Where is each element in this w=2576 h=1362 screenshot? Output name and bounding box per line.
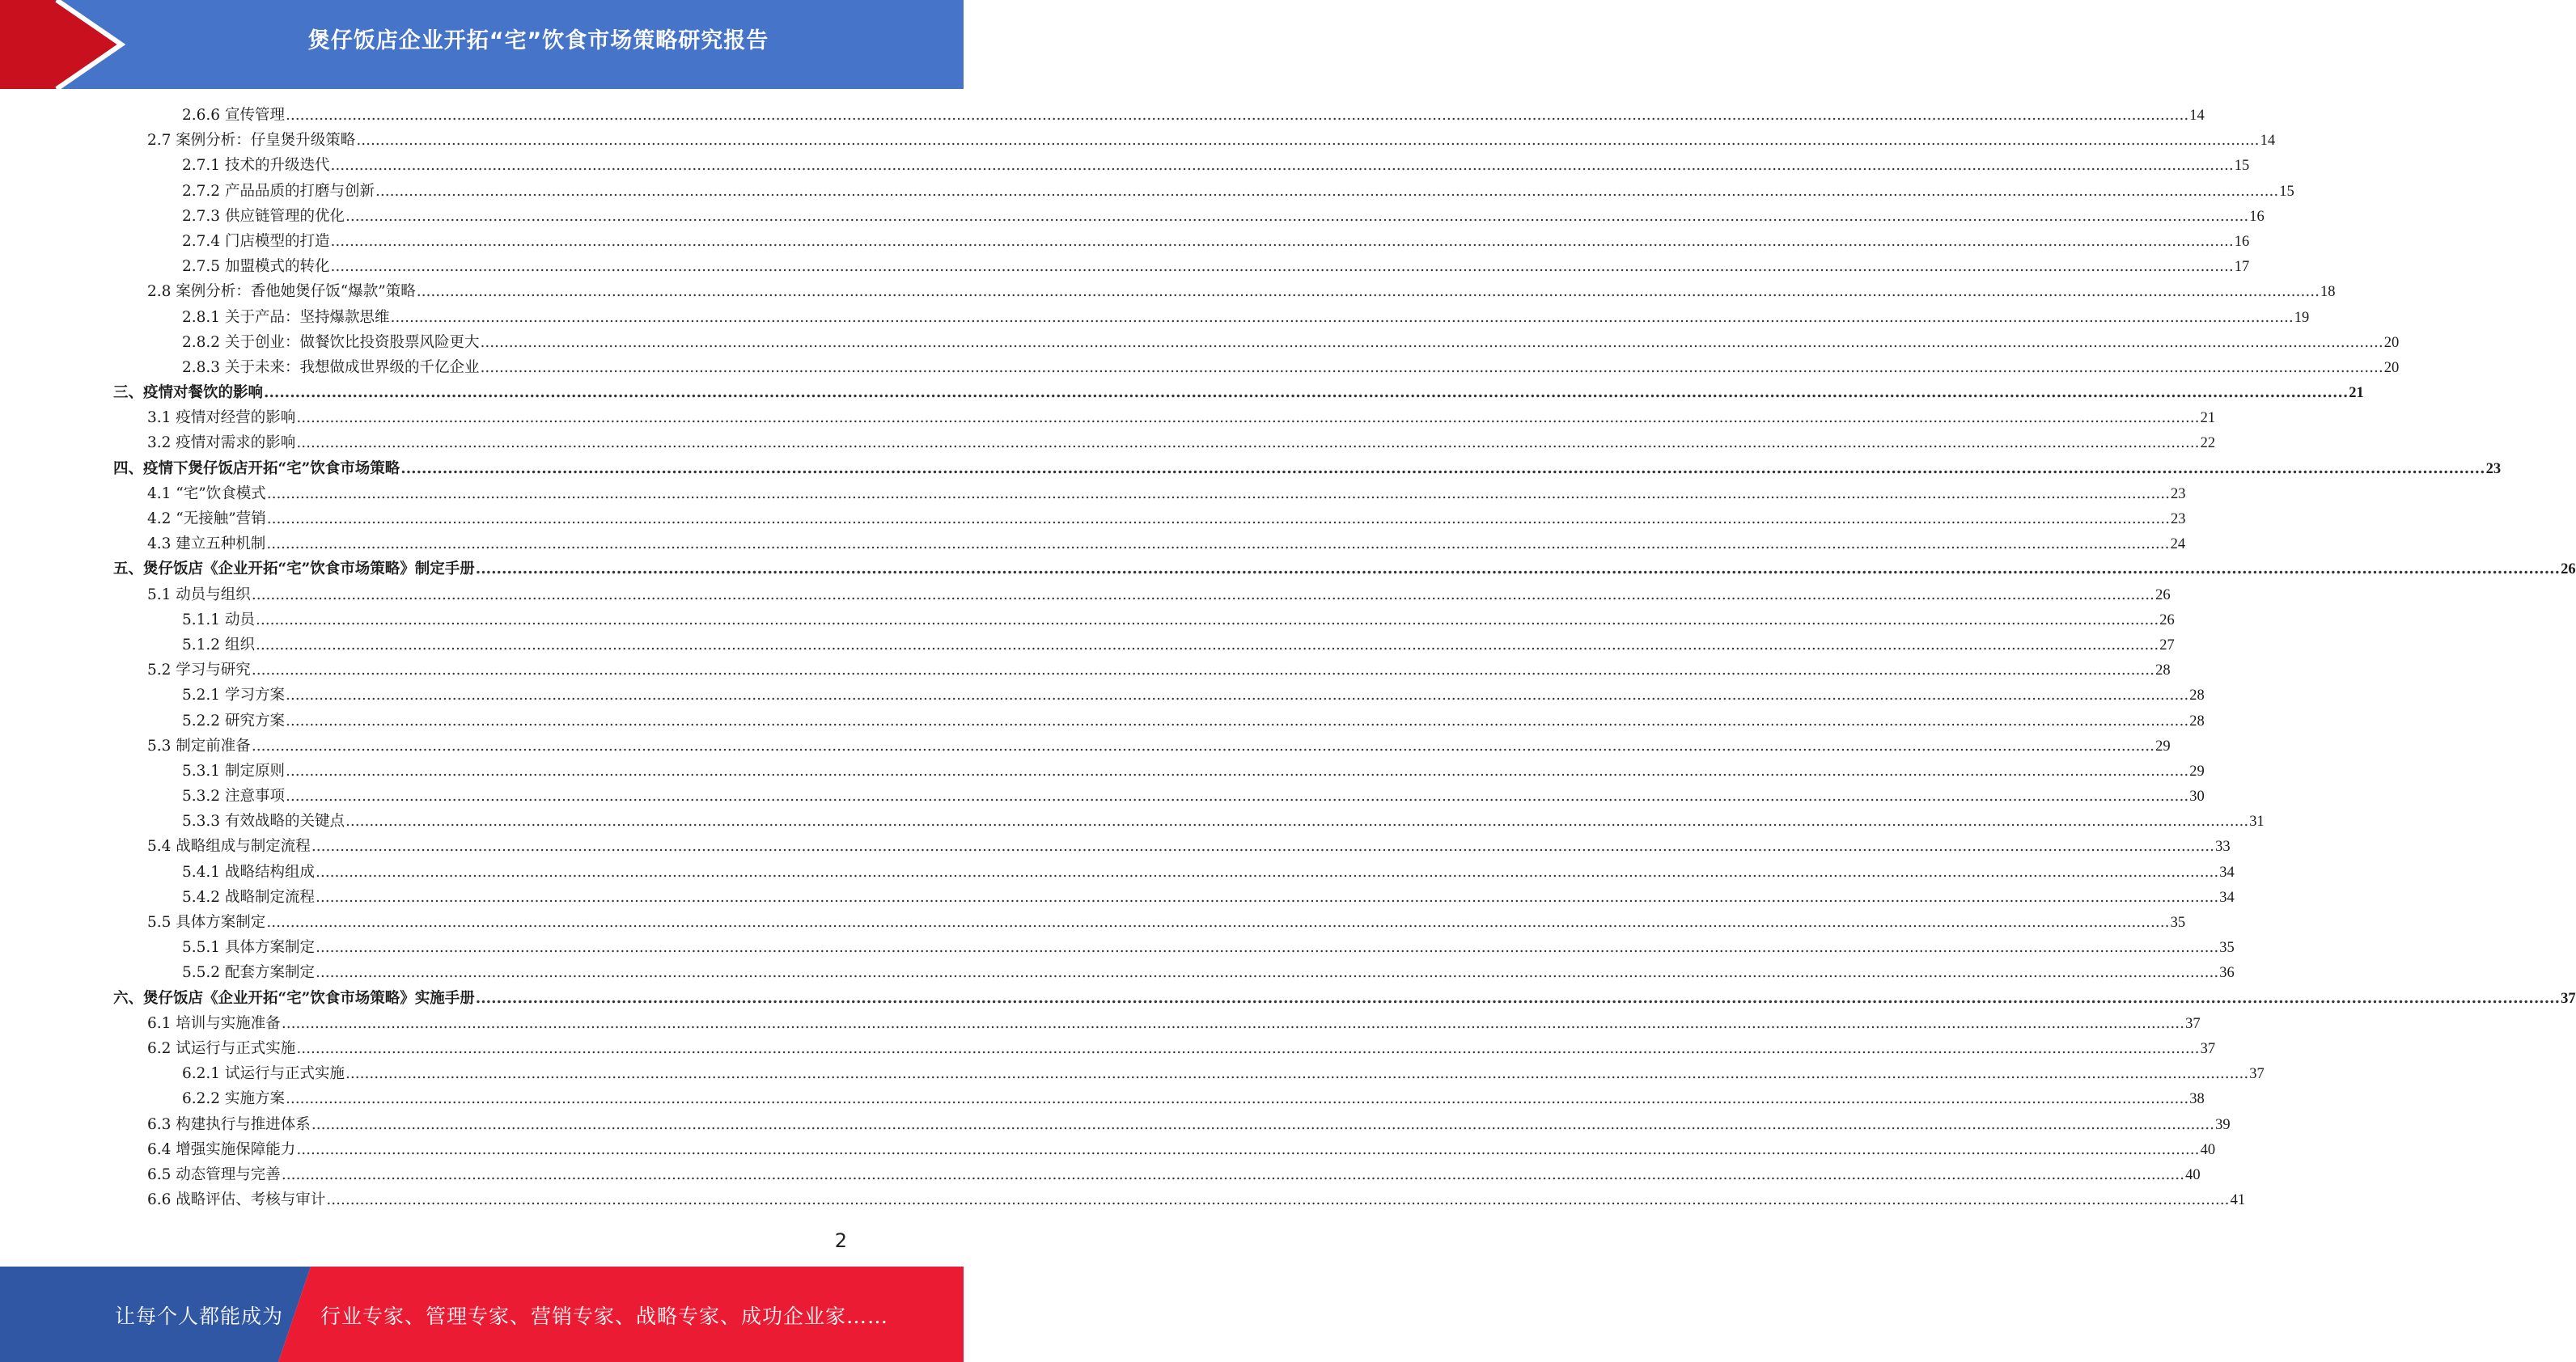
toc-entry[interactable] xyxy=(113,1112,2231,1137)
toc-dot-leader: ................................................................................................................................................................................................................................................................................................................................................................................................................ xyxy=(285,762,2189,780)
toc-dot-leader: ................................................................................................................................................................................................................................................................................................................................................................................................................ xyxy=(285,788,2189,806)
toc-dot-leader: ................................................................................................................................................................................................................................................................................................................................................................................................................ xyxy=(281,1014,2185,1032)
footer-slogan-left: 让每个人都能成为 xyxy=(115,1305,284,1328)
toc-dot-leader: ................................................................................................................................................................................................................................................................................................................................................................................................................ xyxy=(330,157,2234,175)
toc-entry[interactable] xyxy=(113,330,2400,355)
toc-entry-page: 29 xyxy=(2189,763,2205,780)
toc-dot-leader: ................................................................................................................................................................................................................................................................................................................................................................................................................ xyxy=(285,687,2189,704)
toc-dot-leader: ................................................................................................................................................................................................................................................................................................................................................................................................................ xyxy=(326,1191,2230,1209)
toc-entry[interactable] xyxy=(113,885,2235,910)
toc-entry[interactable] xyxy=(113,204,2265,229)
toc-entry-page: 36 xyxy=(2219,965,2235,982)
toc-entry-page: 14 xyxy=(2260,133,2276,150)
toc-entry-label: 三、疫情对餐饮的影响 xyxy=(113,384,264,402)
toc-entry-page: 24 xyxy=(2170,536,2186,553)
toc-entry-page: 23 xyxy=(2170,485,2186,502)
toc-dot-leader: ................................................................................................................................................................................................................................................................................................................................................................................................................ xyxy=(315,863,2219,881)
toc-entry[interactable] xyxy=(113,734,2171,759)
toc-entry-page: 37 xyxy=(2185,1015,2201,1032)
toc-dot-leader: ................................................................................................................................................................................................................................................................................................................................................................................................................ xyxy=(296,1039,2200,1057)
toc-entry-page: 17 xyxy=(2234,259,2250,276)
toc-entry-label: 2.7.1 技术的升级迭代 xyxy=(182,157,330,175)
toc-dot-leader: ................................................................................................................................................................................................................................................................................................................................................................................................................ xyxy=(480,358,2383,376)
toc-entry[interactable] xyxy=(113,784,2205,809)
toc-entry-page: 15 xyxy=(2279,183,2294,200)
toc-entry[interactable] xyxy=(113,708,2205,734)
toc-entry-page: 40 xyxy=(2200,1141,2216,1158)
toc-entry[interactable] xyxy=(113,1036,2216,1061)
toc-entry-label: 5.1 动员与组织 xyxy=(147,586,251,603)
toc-entry-page: 33 xyxy=(2215,839,2231,856)
toc-dot-leader: ................................................................................................................................................................................................................................................................................................................................................................................................................ xyxy=(416,283,2320,301)
toc-entry-label: 5.1.1 动员 xyxy=(182,611,255,628)
toc-entry[interactable] xyxy=(113,179,2294,204)
toc-dot-leader: ................................................................................................................................................................................................................................................................................................................................................................................................................ xyxy=(475,989,2561,1007)
toc-entry-label: 2.7.4 门店模型的打造 xyxy=(182,232,330,250)
toc-entry-page: 41 xyxy=(2230,1192,2246,1209)
toc-entry[interactable] xyxy=(113,759,2205,784)
toc-entry[interactable] xyxy=(113,229,2250,254)
toc-entry-label: 5.1.2 组织 xyxy=(182,636,255,654)
toc-entry[interactable] xyxy=(113,279,2336,304)
toc-entry-page: 26 xyxy=(2561,561,2576,578)
toc-entry-label: 6.2.1 试运行与正式实施 xyxy=(182,1065,345,1083)
toc-entry[interactable] xyxy=(113,405,2216,430)
toc-entry-page: 37 xyxy=(2561,990,2576,1007)
toc-entry-page: 34 xyxy=(2219,864,2235,881)
toc-entry-label: 6.2 试运行与正式实施 xyxy=(147,1039,296,1057)
toc-entry-page: 28 xyxy=(2189,713,2205,730)
toc-entry[interactable] xyxy=(113,153,2250,178)
toc-entry[interactable] xyxy=(113,355,2400,380)
toc-entry[interactable] xyxy=(113,1086,2205,1111)
toc-dot-leader: ................................................................................................................................................................................................................................................................................................................................................................................................................ xyxy=(400,459,2485,477)
toc-dot-leader: ................................................................................................................................................................................................................................................................................................................................................................................................................ xyxy=(311,1115,2215,1133)
toc-entry[interactable] xyxy=(113,556,2576,582)
toc-entry-label: 2.7.3 供应链管理的优化 xyxy=(182,207,345,225)
toc-dot-leader: ................................................................................................................................................................................................................................................................................................................................................................................................................ xyxy=(251,662,2155,679)
toc-dot-leader: ................................................................................................................................................................................................................................................................................................................................................................................................................ xyxy=(345,813,2249,831)
toc-entry-label: 六、煲仔饭店《企业开拓“宅”饮食市场策略》实施手册 xyxy=(113,989,475,1007)
toc-entry-label: 5.3.1 制定原则 xyxy=(182,762,285,780)
toc-entry[interactable] xyxy=(113,986,2576,1011)
toc-entry-page: 28 xyxy=(2189,687,2205,704)
header-arrow-decoration xyxy=(0,0,129,89)
toc-entry-label: 五、煲仔饭店《企业开拓“宅”饮食市场策略》制定手册 xyxy=(113,560,475,578)
toc-entry-label: 6.2.2 实施方案 xyxy=(182,1090,285,1108)
toc-entry[interactable] xyxy=(113,1187,2246,1212)
toc-entry-page: 35 xyxy=(2170,915,2186,931)
toc-entry-label: 6.4 增强实施保障能力 xyxy=(147,1140,296,1158)
toc-dot-leader: ................................................................................................................................................................................................................................................................................................................................................................................................................ xyxy=(266,535,2170,553)
toc-entry-label: 5.4 战略组成与制定流程 xyxy=(147,838,311,856)
toc-entry-label: 5.3.3 有效战略的关键点 xyxy=(182,813,345,831)
toc-entry-page: 38 xyxy=(2189,1091,2205,1108)
toc-dot-leader: ................................................................................................................................................................................................................................................................................................................................................................................................................ xyxy=(311,838,2215,856)
toc-entry-label: 3.2 疫情对需求的影响 xyxy=(147,434,296,452)
toc-dot-leader: ................................................................................................................................................................................................................................................................................................................................................................................................................ xyxy=(356,132,2260,150)
report-title: 煲仔饭店企业开拓“宅”饮食市场策略研究报告 xyxy=(307,28,769,53)
toc-entry-page: 14 xyxy=(2189,108,2205,124)
toc-entry[interactable] xyxy=(113,860,2235,885)
toc-entry-page: 16 xyxy=(2249,208,2265,225)
toc-dot-leader: ................................................................................................................................................................................................................................................................................................................................................................................................................ xyxy=(330,232,2234,250)
toc-entry-page: 20 xyxy=(2383,359,2400,376)
toc-entry-label: 5.5 具体方案制定 xyxy=(147,914,266,931)
page-footer xyxy=(0,1267,964,1362)
toc-dot-leader: ................................................................................................................................................................................................................................................................................................................................................................................................................ xyxy=(315,939,2219,957)
toc-entry-label: 5.4.2 战略制定流程 xyxy=(182,888,315,906)
toc-dot-leader: ................................................................................................................................................................................................................................................................................................................................................................................................................ xyxy=(345,207,2249,225)
toc-entry-label: 3.1 疫情对经营的影响 xyxy=(147,409,296,427)
table-of-contents xyxy=(113,103,2576,1212)
page-header xyxy=(0,0,964,89)
toc-entry[interactable] xyxy=(113,607,2175,632)
toc-entry-page: 18 xyxy=(2320,284,2336,301)
toc-entry-label: 6.1 培训与实施准备 xyxy=(147,1014,281,1032)
toc-entry[interactable] xyxy=(113,380,2364,405)
toc-entry-label: 5.5.2 配套方案制定 xyxy=(182,964,315,982)
toc-dot-leader: ................................................................................................................................................................................................................................................................................................................................................................................................................ xyxy=(296,434,2200,452)
toc-dot-leader: ................................................................................................................................................................................................................................................................................................................................................................................................................ xyxy=(285,107,2189,124)
toc-entry[interactable] xyxy=(113,935,2235,960)
toc-dot-leader: ................................................................................................................................................................................................................................................................................................................................................................................................................ xyxy=(375,182,2279,200)
toc-entry-page: 26 xyxy=(2159,611,2175,628)
toc-entry[interactable] xyxy=(113,1137,2216,1162)
page-number: 2 xyxy=(834,1229,847,1252)
toc-entry[interactable] xyxy=(113,531,2186,556)
toc-entry-page: 40 xyxy=(2185,1166,2201,1183)
toc-entry-page: 23 xyxy=(2485,460,2502,477)
toc-entry-page: 27 xyxy=(2159,637,2175,654)
toc-entry-label: 2.7 案例分析：仔皇煲升级策略 xyxy=(147,132,356,150)
toc-entry[interactable] xyxy=(113,103,2205,128)
toc-entry[interactable] xyxy=(113,632,2175,658)
toc-entry-label: 6.6 战略评估、考核与审计 xyxy=(147,1191,326,1209)
toc-entry-page: 37 xyxy=(2200,1040,2216,1057)
toc-entry-label: 5.3 制定前准备 xyxy=(147,737,251,755)
toc-entry-page: 39 xyxy=(2215,1116,2231,1133)
toc-dot-leader: ................................................................................................................................................................................................................................................................................................................................................................................................................ xyxy=(266,914,2170,931)
toc-dot-leader: ................................................................................................................................................................................................................................................................................................................................................................................................................ xyxy=(251,737,2155,755)
toc-entry-page: 35 xyxy=(2219,940,2235,957)
toc-entry-label: 5.2.2 研究方案 xyxy=(182,712,285,730)
toc-entry[interactable] xyxy=(113,683,2205,708)
toc-dot-leader: ................................................................................................................................................................................................................................................................................................................................................................................................................ xyxy=(266,484,2170,502)
toc-entry-page: 22 xyxy=(2200,435,2216,452)
toc-entry[interactable] xyxy=(113,1162,2201,1187)
toc-entry-page: 23 xyxy=(2170,511,2186,527)
toc-entry-page: 31 xyxy=(2249,814,2265,831)
toc-entry-page: 30 xyxy=(2189,789,2205,806)
toc-dot-leader: ................................................................................................................................................................................................................................................................................................................................................................................................................ xyxy=(251,586,2155,603)
toc-dot-leader: ................................................................................................................................................................................................................................................................................................................................................................................................................ xyxy=(315,888,2219,906)
toc-entry[interactable] xyxy=(113,910,2186,935)
toc-entry-label: 2.8 案例分析：香他她煲仔饭“爆款”策略 xyxy=(147,283,416,301)
toc-entry-label: 2.7.5 加盟模式的转化 xyxy=(182,258,330,276)
toc-entry-label: 5.3.2 注意事项 xyxy=(182,788,285,806)
toc-entry[interactable] xyxy=(113,1011,2201,1036)
toc-dot-leader: ................................................................................................................................................................................................................................................................................................................................................................................................................ xyxy=(330,258,2234,276)
toc-entry-label: 4.2 “无接触”营销 xyxy=(147,510,266,527)
toc-entry-page: 37 xyxy=(2249,1066,2265,1083)
toc-entry-label: 6.5 动态管理与完善 xyxy=(147,1165,281,1183)
toc-entry-label: 四、疫情下煲仔饭店开拓“宅”饮食市场策略 xyxy=(113,459,400,477)
toc-entry-page: 20 xyxy=(2383,334,2400,351)
toc-entry[interactable] xyxy=(113,128,2276,153)
toc-dot-leader: ................................................................................................................................................................................................................................................................................................................................................................................................................ xyxy=(255,611,2159,628)
toc-entry[interactable] xyxy=(113,960,2235,985)
toc-dot-leader: ................................................................................................................................................................................................................................................................................................................................................................................................................ xyxy=(480,333,2383,351)
toc-entry-page: 26 xyxy=(2155,586,2171,603)
toc-entry[interactable] xyxy=(113,305,2310,330)
toc-entry[interactable] xyxy=(113,506,2186,531)
footer-slogan-right: 行业专家、管理专家、营销专家、战略专家、成功企业家…… xyxy=(320,1305,889,1328)
toc-entry-page: 19 xyxy=(2294,309,2310,326)
toc-entry-page: 34 xyxy=(2219,889,2235,906)
toc-entry-label: 2.8.3 关于未来：我想做成世界级的千亿企业 xyxy=(182,358,480,376)
toc-dot-leader: ................................................................................................................................................................................................................................................................................................................................................................................................................ xyxy=(475,560,2561,578)
toc-dot-leader: ................................................................................................................................................................................................................................................................................................................................................................................................................ xyxy=(296,1140,2200,1158)
toc-entry-label: 5.4.1 战略结构组成 xyxy=(182,863,315,881)
toc-entry[interactable] xyxy=(113,809,2265,834)
header-red-arrow xyxy=(0,0,120,89)
toc-dot-leader: ................................................................................................................................................................................................................................................................................................................................................................................................................ xyxy=(315,964,2219,982)
toc-entry[interactable] xyxy=(113,481,2186,506)
toc-entry-page: 21 xyxy=(2349,385,2364,402)
toc-entry[interactable] xyxy=(113,430,2216,455)
toc-entry-label: 4.3 建立五种机制 xyxy=(147,535,266,553)
toc-entry[interactable] xyxy=(113,254,2250,279)
toc-entry-page: 28 xyxy=(2155,662,2171,679)
toc-entry-label: 2.6.6 宣传管理 xyxy=(182,107,285,124)
toc-entry-page: 16 xyxy=(2234,233,2250,250)
toc-dot-leader: ................................................................................................................................................................................................................................................................................................................................................................................................................ xyxy=(345,1065,2249,1083)
toc-entry-label: 6.3 构建执行与推进体系 xyxy=(147,1115,311,1133)
toc-dot-leader: ................................................................................................................................................................................................................................................................................................................................................................................................................ xyxy=(285,1090,2189,1108)
toc-dot-leader: ................................................................................................................................................................................................................................................................................................................................................................................................................ xyxy=(281,1165,2185,1183)
toc-entry-page: 21 xyxy=(2200,410,2216,427)
toc-entry-page: 15 xyxy=(2234,158,2250,175)
toc-dot-leader: ................................................................................................................................................................................................................................................................................................................................................................................................................ xyxy=(285,712,2189,730)
toc-entry-page: 29 xyxy=(2155,738,2171,755)
toc-entry[interactable] xyxy=(113,582,2171,607)
toc-entry[interactable] xyxy=(113,456,2502,481)
toc-entry-label: 5.2 学习与研究 xyxy=(147,662,251,679)
toc-entry[interactable] xyxy=(113,1061,2265,1086)
toc-entry-label: 5.2.1 学习方案 xyxy=(182,687,285,704)
toc-dot-leader: ................................................................................................................................................................................................................................................................................................................................................................................................................ xyxy=(255,636,2159,654)
toc-entry-label: 2.8.1 关于产品：坚持爆款思维 xyxy=(182,308,390,326)
toc-entry[interactable] xyxy=(113,658,2171,683)
toc-dot-leader: ................................................................................................................................................................................................................................................................................................................................................................................................................ xyxy=(390,308,2294,326)
toc-entry-label: 2.7.2 产品品质的打磨与创新 xyxy=(182,182,375,200)
toc-entry-label: 4.1 “宅”饮食模式 xyxy=(147,484,266,502)
toc-dot-leader: ................................................................................................................................................................................................................................................................................................................................................................................................................ xyxy=(266,510,2170,527)
toc-dot-leader: ................................................................................................................................................................................................................................................................................................................................................................................................................ xyxy=(264,384,2349,402)
toc-entry-label: 2.8.2 关于创业：做餐饮比投资股票风险更大 xyxy=(182,333,480,351)
toc-entry-label: 5.5.1 具体方案制定 xyxy=(182,939,315,957)
toc-dot-leader: ................................................................................................................................................................................................................................................................................................................................................................................................................ xyxy=(296,409,2200,427)
toc-entry[interactable] xyxy=(113,834,2231,859)
